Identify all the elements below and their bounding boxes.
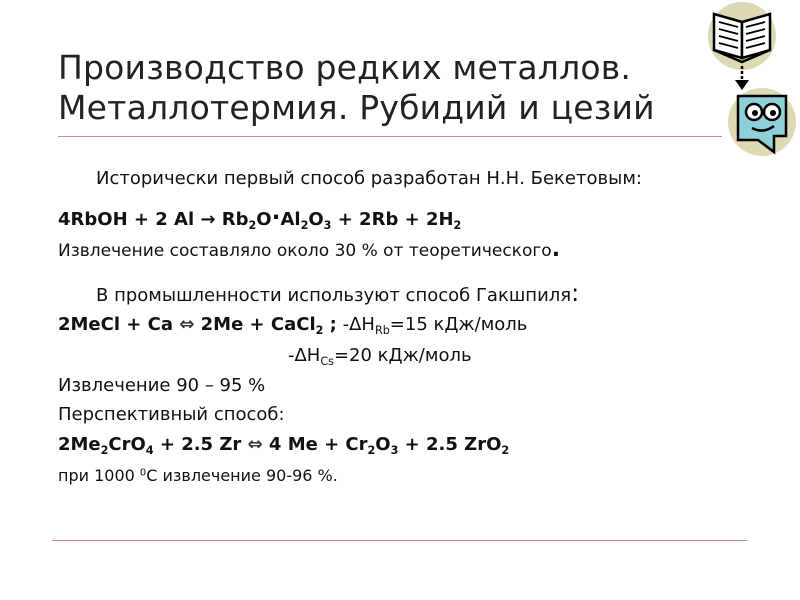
- perspective-method: Перспективный способ:: [58, 404, 285, 425]
- open-book-icon: [714, 14, 770, 62]
- intro-beketov: Исторически первый способ разработан Н.Н. Бекетовым:: [96, 168, 642, 189]
- footer-divider: [52, 540, 747, 541]
- title-divider: [58, 136, 722, 137]
- equilibrium-arrow-icon: ⇔: [247, 434, 263, 455]
- slide-title: [58, 48, 655, 128]
- slide-title-line1: Производство редких металлов.: [58, 48, 632, 87]
- enthalpy-cs: $-\Delta H_{Cs}=20$ кДж/моль: [288, 345, 472, 368]
- equilibrium-arrow-icon: ⇔: [179, 314, 195, 335]
- intro-hackspill: В промышленности используют способ Гакшпиля:: [96, 279, 580, 307]
- equation-hackspill: 2MeCl + Ca ⇔ 2Me + CaCl$_2$ ; $-\Delta H_{Rb}=15$ кДж/моль: [58, 314, 528, 337]
- extraction-90-95: Извлечение 90 – 95 %: [58, 375, 266, 396]
- slide-title-line2: Металлотермия. Рубидий и цезий: [58, 88, 655, 127]
- extraction-30: Извлечение составляло около 30 % от теоретического.: [58, 237, 561, 262]
- equation-perspective: $2Me_2CrO_4 + 2.5$ Zr ⇔ 4 $Me + Cr_2O_3 + 2.5$ ZrO$_2$: [58, 434, 510, 457]
- temperature-note: при 1000 $^0$С извлечение 90-96 %.: [58, 466, 338, 485]
- equation-beketov: 4RbOH + 2 $Al \to Rb_2O\cdot Al_2O_3 + 2Rb + 2H_2$: [58, 203, 462, 232]
